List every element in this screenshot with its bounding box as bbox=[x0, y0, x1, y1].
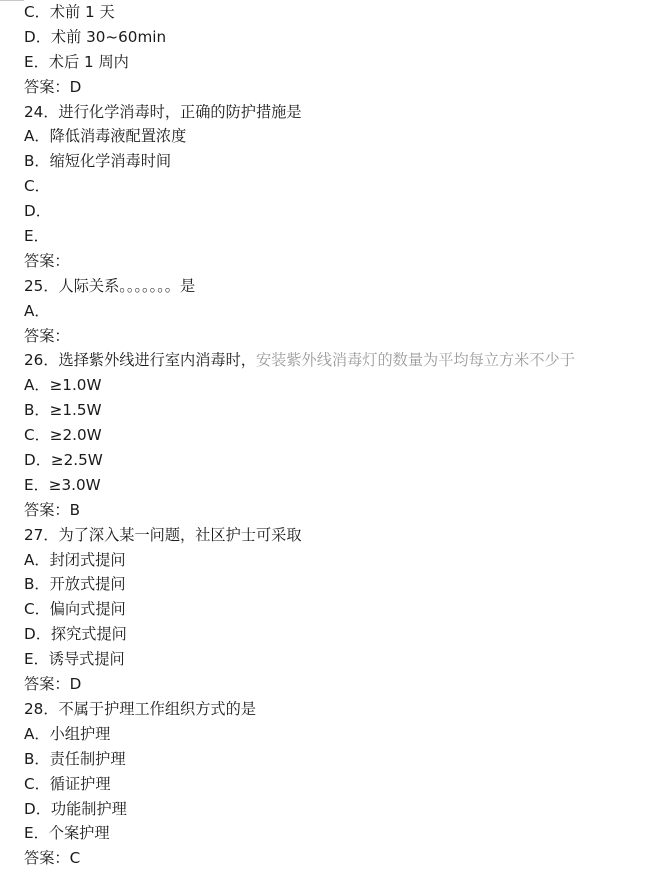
option-a-line: A．降低消毒液配置浓度 bbox=[24, 127, 187, 146]
option-a-line: A．小组护理 bbox=[24, 724, 111, 743]
option-c-line: C．循证护理 bbox=[24, 774, 111, 793]
option-c-line: C．术前 1 天 bbox=[24, 3, 115, 21]
option-c-line: C．偏向式提问 bbox=[24, 600, 126, 619]
option-d-line: D．≥2.5W bbox=[24, 451, 103, 470]
option-e-line: E．≥3.0W bbox=[24, 475, 101, 494]
answer-line: 答案：C bbox=[24, 849, 81, 868]
question-27: 27．为了深入某一问题，社区护士可采取 bbox=[24, 525, 302, 544]
answer-line: 答案： bbox=[24, 326, 70, 345]
option-d-line: D． bbox=[24, 202, 51, 221]
option-e-line: E．诱导式提问 bbox=[24, 650, 125, 669]
option-c-line: C．≥2.0W bbox=[24, 426, 102, 445]
option-e-line: E． bbox=[24, 227, 49, 246]
option-e-line: E．术后 1 周内 bbox=[24, 52, 129, 71]
answer-line: 答案：B bbox=[24, 500, 80, 519]
question-26: 26．选择紫外线进行室内消毒时，安装紫外线消毒灯的数量为平均每立方米不少于 bbox=[24, 351, 575, 370]
document-body bbox=[24, 0, 649, 871]
answer-line: 答案： bbox=[24, 251, 70, 270]
option-b-line: B．缩短化学消毒时间 bbox=[24, 152, 172, 171]
option-b-line: B．≥1.5W bbox=[24, 401, 102, 420]
option-d-line: D．术前 30~60min bbox=[24, 27, 167, 46]
option-d-line: D．功能制护理 bbox=[24, 799, 127, 818]
question-24: 24．进行化学消毒时，正确的防护措施是 bbox=[24, 102, 302, 121]
option-d-line: D．探究式提问 bbox=[24, 625, 127, 644]
question-25: 25．人际关系。。。。。。。是 bbox=[24, 276, 196, 295]
option-e-line: E．个案护理 bbox=[24, 824, 110, 843]
top-divider bbox=[0, 0, 24, 1]
answer-line: 答案：D bbox=[24, 77, 82, 96]
answer-line: 答案：D bbox=[24, 675, 82, 694]
option-a-line: A．封闭式提问 bbox=[24, 550, 126, 569]
option-a-line: A．≥1.0W bbox=[24, 376, 102, 395]
option-c-line: C． bbox=[24, 177, 50, 196]
option-a-line: A． bbox=[24, 301, 50, 320]
question-26-muted-text: 安装紫外线消毒灯的数量为平均每立方米不少于 bbox=[255, 351, 575, 370]
question-28: 28．不属于护理工作组织方式的是 bbox=[24, 699, 256, 718]
option-b-line: B．责任制护理 bbox=[24, 749, 126, 768]
option-b-line: B．开放式提问 bbox=[24, 575, 126, 594]
